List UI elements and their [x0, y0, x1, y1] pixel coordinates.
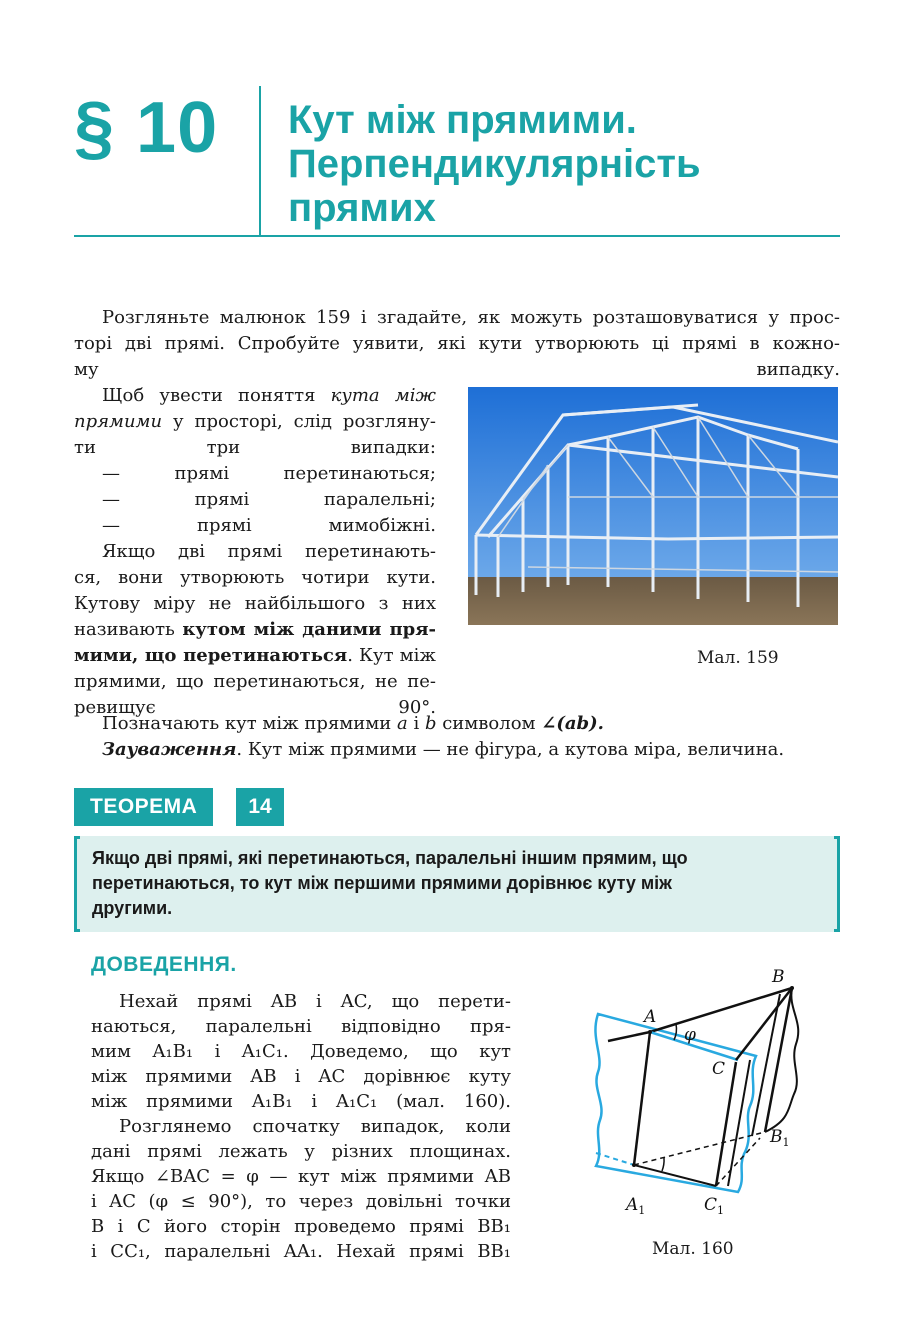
- building-frame-photo: [468, 387, 838, 625]
- text-line: Нехай прямі AB і AC, що перети-: [119, 991, 511, 1012]
- text-run: . Кут між прямими — не фігура, а кутова міра, величина.: [236, 739, 785, 760]
- label-C: C: [712, 1059, 726, 1079]
- label-A: A: [644, 1007, 657, 1027]
- text-line: перетинаються, то кут між першими прямими дорівнює куту між: [92, 873, 672, 893]
- text-line: між прямими A₁B₁ і A₁C₁ (мал. 160).: [91, 1091, 511, 1112]
- case-item: — прямі паралельні;: [102, 489, 436, 510]
- header-divider: [259, 86, 261, 236]
- theorem-box: [74, 836, 840, 932]
- text-line: [74, 409, 436, 435]
- text-line: і CC₁, паралельні AA₁. Нехай прямі BB₁: [91, 1241, 511, 1262]
- case-item: — прямі перетинаються;: [102, 463, 436, 484]
- header-rule: [74, 235, 840, 237]
- text-line: дані прямі лежать у різних площинах.: [91, 1141, 511, 1162]
- case-item: — прямі мимобіжні.: [102, 515, 436, 536]
- text-line: торі дві прямі. Спробуйте уявити, які кути утворюють ці прямі в кожно-: [74, 333, 840, 354]
- text-line: Якщо ∠BAC = φ — кут між прямими AB: [91, 1166, 511, 1187]
- text-run: Щоб увести поняття: [102, 385, 331, 406]
- bold-term: кутом між даними пря-: [182, 619, 437, 640]
- text-line: Якщо дві прямі перетинають-: [102, 541, 436, 562]
- definition-paragraph: [74, 383, 436, 721]
- theorem-number: 14: [236, 788, 284, 826]
- text-line: ревищує 90°.: [74, 697, 436, 718]
- text-line: ся, вони утворюють чотири кути.: [74, 567, 436, 588]
- text-line: [74, 643, 436, 669]
- text-line: [74, 711, 840, 737]
- remark-label: Зауваження: [102, 739, 237, 760]
- text-line: B і C його сторін проведемо прямі BB₁: [91, 1216, 511, 1237]
- label-B1: $B_1$: [770, 1127, 790, 1149]
- text-line: другими.: [92, 898, 173, 918]
- text-line: Розглянемо спочатку випадок, коли: [119, 1116, 511, 1137]
- text-run: у просторі, слід розгляну-: [162, 411, 436, 432]
- section-title-line: прямих: [288, 186, 436, 230]
- text-line: прямими, що перетинаються, не пе-: [74, 671, 436, 692]
- text-line: Якщо дві прямі, які перетинаються, паралельні іншим прямим, що: [92, 848, 688, 868]
- math-variable: a: [397, 713, 408, 734]
- bold-term: мими, що перетинаються: [74, 645, 348, 666]
- text-run: називають: [74, 619, 183, 640]
- text-line: му випадку.: [74, 359, 840, 380]
- text-run: і: [407, 713, 425, 734]
- section-title-line: Кут між прямими.: [288, 98, 637, 142]
- text-line: Кутову міру не найбільшого з них: [74, 593, 436, 614]
- text-line: [74, 737, 840, 763]
- text-line: [74, 383, 436, 409]
- text-line: [74, 617, 436, 643]
- section-title: [288, 98, 848, 230]
- text-line: між прямими AB і AC дорівнює куту: [91, 1066, 511, 1087]
- label-C1: $C_1$: [704, 1195, 725, 1217]
- intro-paragraph: [74, 305, 840, 383]
- angle-symbol: ∠(ab).: [541, 713, 604, 734]
- theorem-label: ТЕОРЕМА: [74, 788, 213, 826]
- text-run: Позначають кут між прямими: [102, 713, 398, 734]
- label-B: B: [772, 967, 785, 987]
- theorem-text: [92, 846, 820, 921]
- proof-heading: ДОВЕДЕННЯ.: [91, 953, 237, 976]
- text-run: символом: [436, 713, 542, 734]
- text-line: ти три випадки:: [74, 437, 436, 458]
- figure-160-caption: Мал. 160: [652, 1239, 734, 1259]
- text-line: наються, паралельні відповідно пря-: [91, 1016, 511, 1037]
- section-number: § 10: [74, 88, 219, 168]
- section-title-line: Перпендикулярність: [288, 142, 701, 186]
- emphasis-text: прямими: [74, 411, 163, 432]
- text-line: мим A₁B₁ і A₁C₁. Доведемо, що кут: [91, 1041, 511, 1062]
- text-line: Розгляньте малюнок 159 і згадайте, як можуть розташовуватися у прос-: [102, 307, 840, 328]
- text-line: і AC (φ ≤ 90°), то через довільні точки: [91, 1191, 511, 1212]
- proof-paragraph: [91, 989, 511, 1264]
- figure-159-caption: Мал. 159: [697, 648, 779, 668]
- text-run: . Кут між: [347, 645, 436, 666]
- math-variable: b: [424, 713, 437, 734]
- label-A1: $A_1$: [626, 1195, 646, 1217]
- notation-paragraph: [74, 711, 840, 763]
- emphasis-text: кута між: [330, 385, 436, 406]
- figure-160-diagram: [560, 960, 840, 1234]
- label-phi: φ: [684, 1025, 696, 1045]
